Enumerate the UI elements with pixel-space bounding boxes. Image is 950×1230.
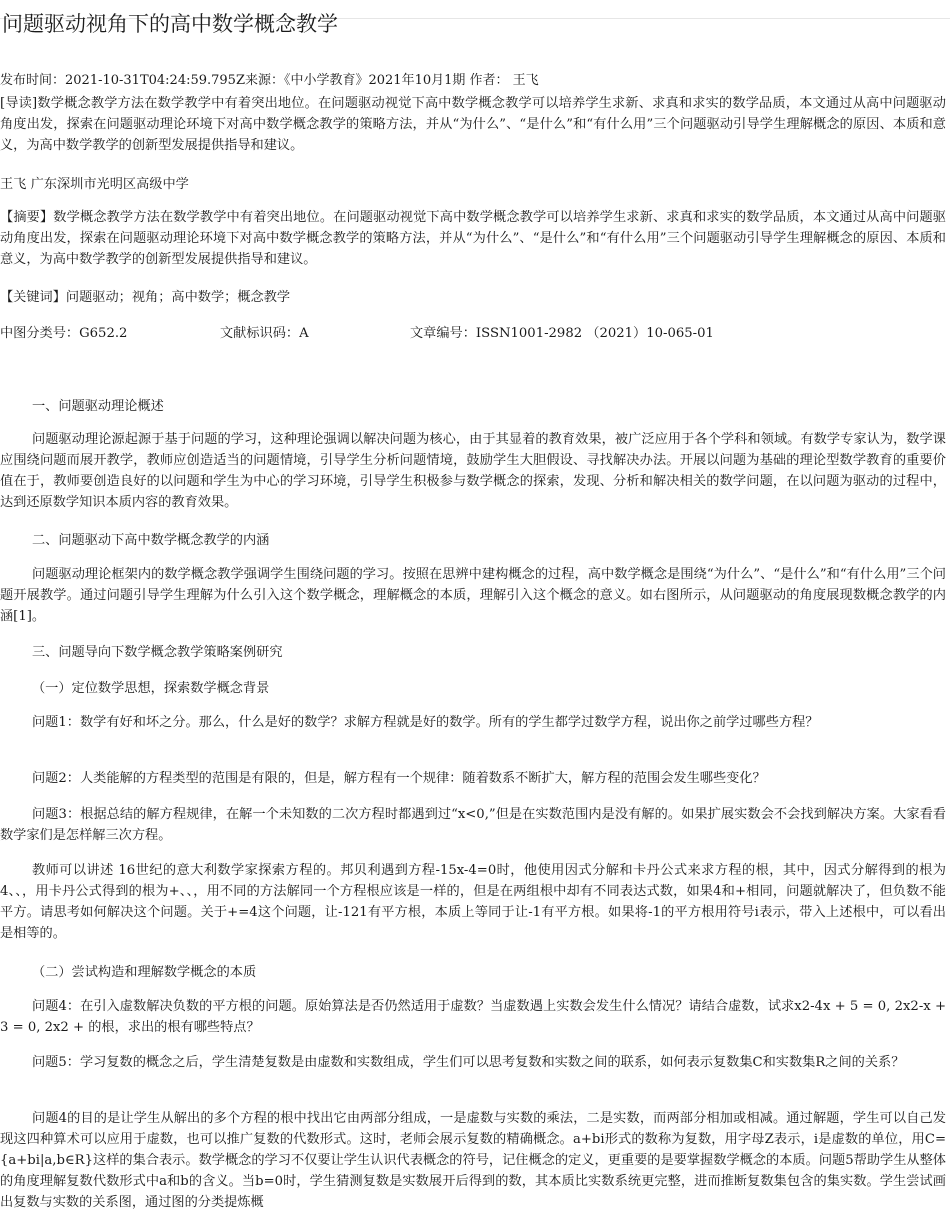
question-4: 问题4：在引入虚数解决负数的平方根的问题。原始算法是否仍然适用于虚数？当虚数遇上实数会发生什么情况？请结合虚数，试求x2-4x + 5 = 0, 2x2-x + 3 = 0, 2x2 + 的根，求出的根有哪些特点？ (0, 999, 946, 1035)
section-1-paragraph: 问题驱动理论源起源于基于问题的学习，这种理论强调以解决问题为核心，由于其显着的教育效果，被广泛应用于各个学科和领域。有数学专家认为，数学课应围绕问题而展开教学，教师应创造适当的问题情境，引导学生分析问题情境，鼓励学生大胆假设、寻找解决办法。开展以问题为基础的理论型数学教育的重要价值在于，教师要创造良好的以问题和学生为中心的学习环境，引导学生积极参与数学概念的探索，发现、分析和解决相关的数学问题，在以问题为驱动的过程中，达到还原数学知识本质内容的教育效果。 (0, 432, 946, 510)
abstract-paragraph: 【摘要】数学概念教学方法在数学教学中有着突出地位。在问题驱动视觉下高中数学概念教学可以培养学生求新、求真和求实的数学品质，本文通过从高中问题驱动角度出发，探索在问题驱动理论环境下对高中数学概念教学的策略方法，并从“为什么”、“是什么”和“有什么用”三个问题驱动引导学生理解概念的原因、本质和意义，为高中数学教学的创新型发展提供指导和建议。 (0, 210, 946, 267)
keywords: 【关键词】问题驱动；视角；高中数学；概念教学 (0, 290, 291, 305)
question-3: 问题3：根据总结的解方程规律，在解一个未知数的二次方程时都遇到过“x<0,”但是在实数范围内是没有解的。如果扩展实数会不会找到解决方案。大家看看数学家们是怎样解三次方程。 (0, 807, 946, 843)
question-4-analysis: 问题4的目的是让学生从解出的多个方程的根中找出它由两部分组成，一是虚数与实数的乘法，二是实数，而两部分相加或相减。通过解题，学生可以自己发现这四种算术可以应用于虚数，也可以推广复数的代数形式。这时，老师会展示复数的精确概念。a+bi形式的数称为复数，用字母Z表示，i是虚数的单位，用C={a+bi|a,b∈R}这样的集合表示。数学概念的学习不仅要让学生认识代表概念的符号，记住概念的定义，更重要的是要掌握数学概念的本质。问题5帮助学生从整体的角度理解复数代数形式中a和b的含义。当b=0时，学生猜测复数是实数展开后得到的数，其本质比实数系统更完整，进而推断复数集包含的集实数。学生尝试画出复数与实数的关系图，通过图的分类提炼概 (0, 1111, 946, 1210)
section-2-heading: 二、问题驱动下高中数学概念教学的内涵 (32, 533, 270, 548)
lead-paragraph: [导读]数学概念教学方法在数学教学中有着突出地位。在问题驱动视觉下高中数学概念教学可以培养学生求新、求真和求实的数学品质，本文通过从高中问题驱动角度出发，探索在问题驱动理论环境下对高中数学概念教学的策略方法，并从“为什么”、“是什么”和“有什么用”三个问题驱动引导学生理解概念的原因、本质和意义，为高中数学教学的创新型发展提供指导和建议。 (0, 96, 946, 153)
article-title: 问题驱动视角下的高中数学概念教学 (2, 12, 338, 36)
question-1: 问题1：数学有好和坏之分。那么，什么是好的数学？求解方程就是好的数学。所有的学生都学过数学方程，说出你之前学过哪些方程？ (32, 715, 819, 730)
section-1-heading: 一、问题驱动理论概述 (32, 399, 164, 414)
question-2: 问题2：人类能解的方程类型的范围是有限的，但是，解方程有一个规律：随着数系不断扩大，解方程的范围会发生哪些变化？ (32, 771, 766, 786)
document-code: 文献标识码：A (220, 326, 309, 341)
publish-meta: 发布时间：2021-10-31T04:24:59.795Z来源：《中小学教育》2021年10月1期 作者： 王飞 (0, 73, 539, 88)
classification-number: 中图分类号：G652.2 (0, 326, 128, 341)
section-2-paragraph: 问题驱动理论框架内的数学概念教学强调学生围绕问题的学习。按照在思辨中建构概念的过程，高中数学概念是围绕“为什么”、“是什么”和“有什么用”三个问题开展教学。通过问题引导学生理解为什么引入这个数学概念，理解概念的本质，理解引入这个概念的意义。如右图所示，从问题驱动的角度展现数概念教学的内涵[1]。 (0, 567, 946, 624)
section-3-heading: 三、问题导向下数学概念教学策略案例研究 (32, 645, 283, 660)
author-affiliation: 王飞 广东深圳市光明区高级中学 (0, 177, 189, 192)
subsection-2-heading: （二）尝试构造和理解数学概念的本质 (32, 965, 257, 980)
subsection-1-heading: （一）定位数学思想，探索数学概念背景 (32, 681, 270, 696)
article-number: 文章编号：ISSN1001-2982 （2021）10-065-01 (410, 326, 714, 341)
teacher-paragraph: 教师可以讲述 16世纪的意大利数学家探索方程的。邦贝利遇到方程-15x-4=0时，他使用因式分解和卡丹公式来求方程的根，其中，因式分解得到的根为4、、，用卡丹公式得到的根为+、、，用不同的方法解同一个方程根应该是一样的，但是在两组根中却有不同表达式数，如果4和+相同，问题就解决了，但负数不能平方。请思考如何解决这个问题。关于+=4这个问题，让-121有平方根，本质上等同于让-1有平方根。如果将-1的平方根用符号i表示，带入上述根中，可以看出是相等的。 (0, 863, 946, 941)
question-5: 问题5：学习复数的概念之后，学生清楚复数是由虚数和实数组成，学生们可以思考复数和实数之间的联系，如何表示复数集C和实数集R之间的关系？ (32, 1055, 905, 1070)
